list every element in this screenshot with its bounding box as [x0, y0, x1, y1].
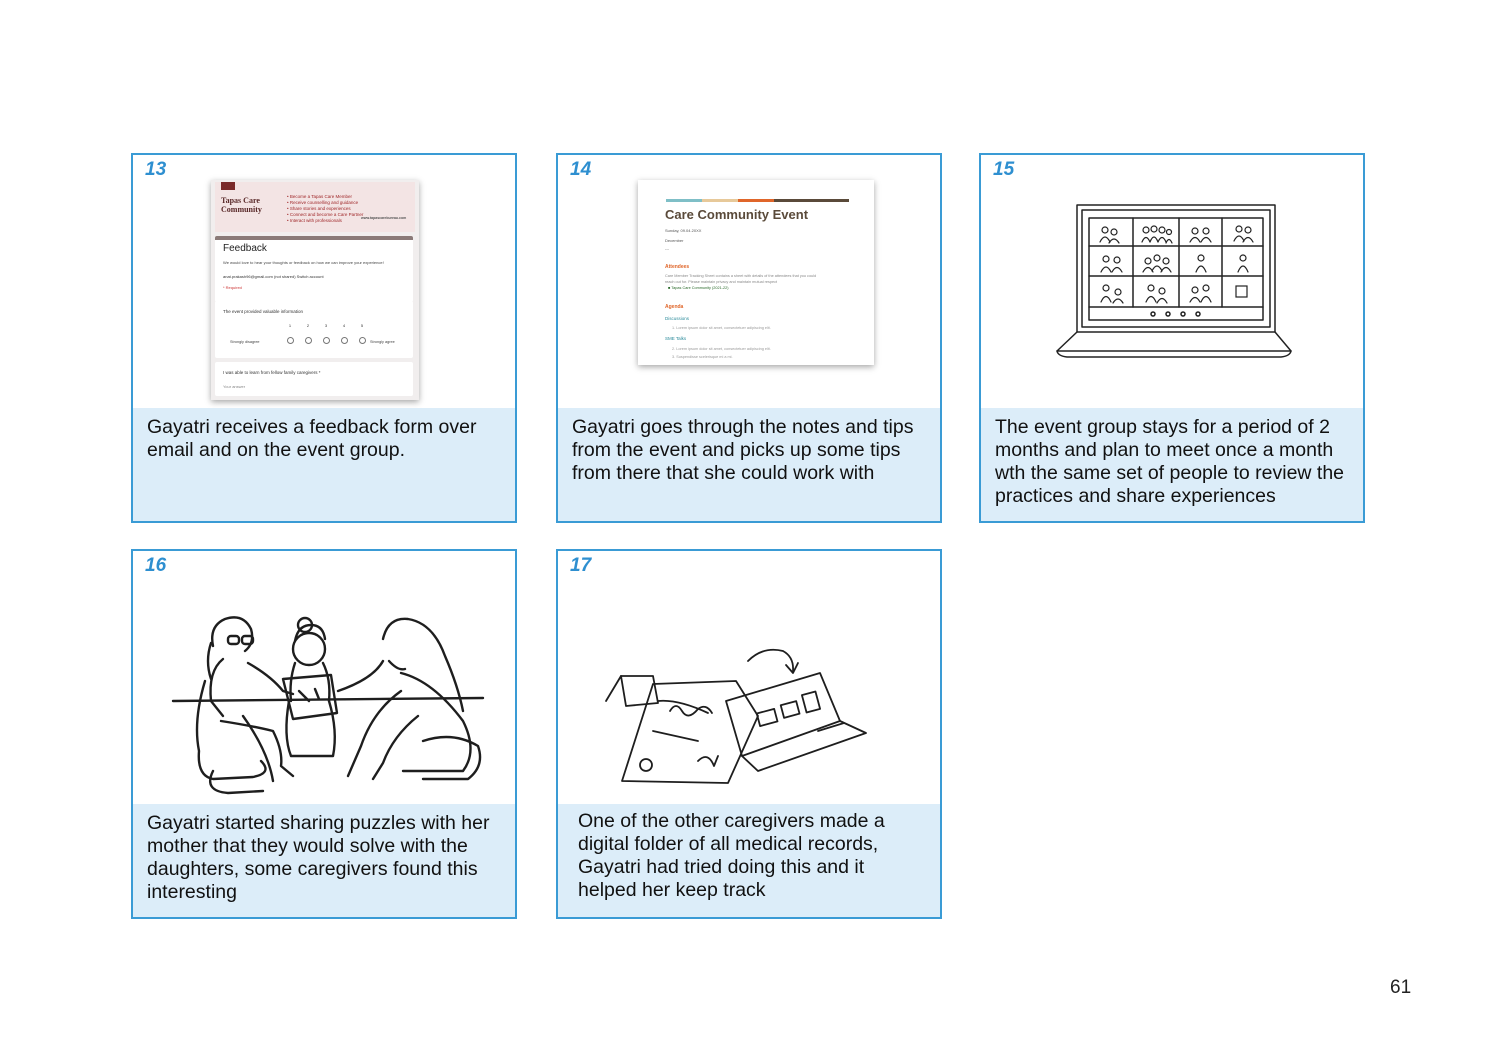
documents-to-laptop-illustration [558, 551, 940, 806]
panel-caption [558, 804, 940, 917]
caption-text: Gayatri started sharing puzzles with her mother that they would solve with the daughters, some caregivers found this interesting [147, 812, 490, 903]
women-puzzle-icon [133, 551, 515, 806]
doc-date: Sunday, 09.04.20XX [665, 228, 702, 233]
laptop-video-call-illustration [981, 155, 1363, 410]
storyboard-panel-13 [131, 153, 517, 523]
doc-agenda-heading: Agenda [665, 304, 684, 310]
doc-list-item: 2. Lorem ipsum dolor sit amet, consectetuer adipiscing elit. [672, 347, 771, 351]
doc-month: December [665, 238, 684, 243]
panel-caption [558, 408, 940, 521]
form-bullets [287, 194, 363, 224]
radio-icon [359, 337, 366, 344]
form-scale-high: Strongly agree [370, 340, 395, 344]
form-scale-low: Strongly disagree [230, 340, 260, 344]
radio-icon [287, 337, 294, 344]
radio-icon [341, 337, 348, 344]
documents-laptop-icon [558, 551, 940, 806]
panel-caption [981, 408, 1363, 521]
tapas-logo-icon [221, 182, 235, 190]
panel-caption [133, 804, 515, 917]
women-solving-puzzle-illustration [133, 551, 515, 806]
form-account: anat.prakash96@gmail.com (not shared) Switch account [223, 274, 324, 279]
caption-text: Gayatri receives a feedback form over email and on the event group. [147, 416, 477, 461]
form-bullet: • Connect and become a Care Partner [287, 212, 364, 217]
panel-number: 13 [145, 159, 167, 180]
caption-text: Gayatri goes through the notes and tips from the event and picks up some tips from there that she could work with [572, 416, 914, 484]
form-question-card [215, 301, 413, 358]
form-brand-line2: Community [221, 205, 262, 214]
form-bullet: • Become a Tapas Care Member [287, 194, 353, 199]
doc-list-item: 3. Suspendisse scelerisque mi a mi. [672, 355, 733, 359]
doc-text: reach out for. Please maintain privacy and maintain mutual respect [665, 280, 778, 284]
doc-text: Care Member Tracking Sheet contains a sheet with details of the attendees that you could [665, 274, 817, 278]
panel-caption [133, 408, 515, 521]
doc-discussions: Discussions [665, 316, 690, 321]
panel-number: 17 [570, 555, 592, 576]
form-title: Feedback [223, 243, 267, 254]
doc-color-stripe [666, 199, 849, 202]
form-question-2: I was able to learn from fellow family caregivers * [223, 370, 321, 375]
form-bullet: • Share stories and experiences [287, 206, 351, 211]
form-brand-line1: Tapas Care [221, 196, 260, 205]
form-scale: 1 2 3 4 5 [288, 323, 364, 328]
form-description: We would love to hear your thoughts or feedback on how we can improve your experience! [223, 260, 384, 265]
caption-text: One of the other caregivers made a digital folder of all medical records, Gayatri had tried doing this and it helped her keep track [578, 810, 885, 901]
page-number: 61 [1390, 977, 1412, 998]
panel-number: 15 [993, 159, 1015, 180]
form-question-1: The event provided valuable information [223, 309, 304, 314]
feedback-form-screenshot [133, 155, 515, 410]
storyboard-panel-16 [131, 549, 517, 919]
form-required: * Required [223, 285, 242, 290]
panel-number: 14 [570, 159, 592, 180]
storyboard-panel-15 [979, 153, 1365, 523]
doc-chip: ■ Tapas Care Community (2021-22) [668, 286, 729, 290]
form-bullet: • Receive counselling and guidance [287, 200, 359, 205]
event-notes-screenshot [558, 155, 940, 410]
form-contact: www.tapascarebureau.com [361, 216, 407, 220]
form-answer: Your answer [223, 384, 246, 389]
form-header-card [215, 236, 413, 302]
radio-icon [305, 337, 312, 344]
doc-sme: SME Talks [665, 336, 687, 341]
caption-text: The event group stays for a period of 2 months and plan to meet once a month wth the same set of people to review the practices and share experiences [995, 416, 1345, 507]
doc-dash: --- [665, 246, 669, 251]
doc-attendees-heading: Attendees [665, 264, 690, 270]
storyboard-panel-14 [556, 153, 942, 523]
form-bullet: • Interact with professionals [287, 218, 342, 223]
form-question-card [215, 362, 413, 396]
form-radios [281, 337, 371, 346]
storyboard-panel-17 [556, 549, 942, 919]
doc-title: Care Community Event [665, 207, 809, 222]
laptop-video-call-icon [981, 155, 1363, 410]
doc-list-item: 1. Lorem ipsum dolor sit amet, consectetuer adipiscing elit. [672, 326, 771, 330]
panel-number: 16 [145, 555, 167, 576]
radio-icon [323, 337, 330, 344]
